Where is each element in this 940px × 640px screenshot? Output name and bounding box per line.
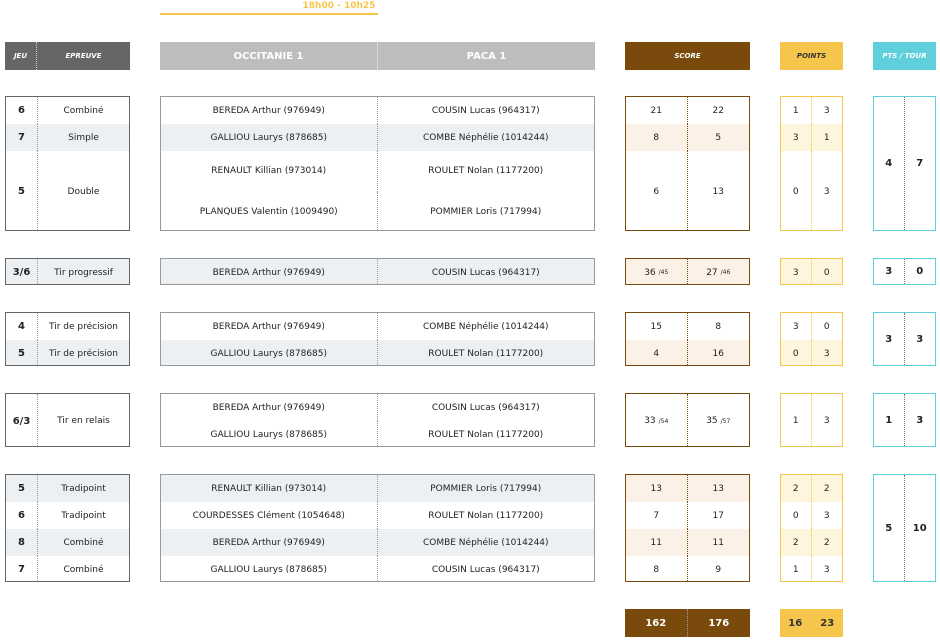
pts-tour-block: [873, 96, 936, 231]
score-team1: [626, 475, 688, 502]
score-row: [626, 529, 749, 556]
points-block: [780, 312, 843, 366]
points-team2: 3: [823, 510, 830, 521]
epreuve-label: Combiné: [63, 564, 104, 575]
players-block: [160, 96, 595, 231]
score-value: 6: [653, 186, 660, 197]
jeu-number: 5: [6, 151, 38, 231]
match-row: [6, 97, 129, 124]
score-value: 13: [650, 483, 662, 494]
points-team1: 1: [781, 394, 812, 447]
score-row: [626, 313, 749, 340]
jeu-number: 6: [6, 502, 38, 529]
score-value: 13: [712, 186, 724, 197]
player-team2: COUSIN Lucas (964317): [431, 267, 540, 278]
match-row: [6, 151, 129, 231]
score-row: [626, 124, 749, 151]
points-team2: 3: [823, 186, 830, 197]
score-value: 5: [715, 132, 722, 143]
score-value: 11: [650, 537, 662, 548]
player-team2: ROULET Nolan (1177200): [428, 510, 544, 521]
player-team1: BEREDA Arthur (976949): [161, 97, 378, 124]
pts-tour-block: [873, 312, 936, 366]
pts-tour-team2: 3: [916, 333, 924, 345]
score-value: 11: [712, 537, 724, 548]
pts-tour-team1: 5: [874, 475, 905, 581]
score-value: 17: [712, 510, 724, 521]
jeu-number: 7: [6, 556, 38, 582]
points-team1: 1: [781, 556, 812, 582]
pts-tour-team2: 10: [912, 522, 927, 534]
score-value: 9: [715, 564, 722, 575]
header-jeu: JEU: [5, 42, 37, 70]
points-team1: 2: [781, 475, 812, 502]
pts-tour-block: [873, 474, 936, 582]
score-team2: [688, 556, 750, 582]
player-team1: BEREDA Arthur (976949): [161, 313, 378, 340]
score-value: 36: [644, 267, 656, 278]
score-value: 8: [715, 321, 722, 332]
jeu-number: 4: [6, 313, 38, 340]
score-value: 15: [650, 321, 662, 332]
jeu-number: 8: [6, 529, 38, 556]
score-team2: [688, 475, 750, 502]
player-team2: ROULET Nolan (1177200): [428, 348, 544, 359]
epreuve-label: Combiné: [63, 537, 104, 548]
points-team1: 3: [781, 124, 812, 151]
epreuve-label: Tradipoint: [61, 483, 106, 494]
player-team1: RENAULT Killian (973014): [161, 151, 378, 192]
players-block: [160, 474, 595, 582]
total-points-team1: 16: [780, 609, 812, 637]
points-team1: 3: [781, 313, 812, 340]
score-row: [626, 475, 749, 502]
jeu-epreuve-block: [5, 312, 130, 366]
score-max: /57: [720, 417, 731, 425]
jeu-epreuve-block: [5, 258, 130, 285]
epreuve-label: Tir en relais: [57, 416, 110, 426]
score-team1: [626, 340, 688, 366]
score-team2: [688, 502, 750, 529]
player-row: [161, 475, 594, 502]
jeu-number: 6: [6, 97, 38, 124]
player-team1: BEREDA Arthur (976949): [161, 259, 378, 285]
player-team1: GALLIOU Laurys (878685): [161, 340, 378, 366]
epreuve-label: Tir de précision: [49, 348, 118, 359]
pts-tour-team1: 3: [874, 313, 905, 365]
score-value: 16: [712, 348, 724, 359]
points-team2: 2: [823, 537, 830, 548]
score-value: 21: [650, 105, 662, 116]
score-value: 8: [653, 564, 660, 575]
player-row: [161, 394, 594, 421]
match-row: [6, 124, 129, 151]
points-team1: 0: [781, 340, 812, 366]
score-value: 22: [712, 105, 724, 116]
jeu-number: 5: [6, 475, 38, 502]
score-value: 35: [706, 416, 718, 426]
points-row: [781, 502, 842, 529]
player-row: [161, 97, 594, 124]
score-team2: [688, 124, 750, 151]
total-score-team1: 162: [625, 609, 688, 637]
points-team1: 2: [781, 529, 812, 556]
points-team2: 0: [823, 267, 830, 278]
player-team2: POMMIER Loris (717994): [430, 206, 542, 217]
points-row: [781, 97, 842, 124]
score-team1: [626, 259, 688, 285]
points-row: [781, 556, 842, 582]
points-team2: 3: [823, 348, 830, 359]
score-max: /46: [720, 269, 731, 276]
player-team2: COMBE Néphélie (1014244): [422, 132, 549, 143]
epreuve-label: Combiné: [63, 105, 104, 116]
points-row: [781, 340, 842, 366]
points-team2: 3: [823, 416, 830, 426]
player-row: [161, 313, 594, 340]
points-team2: 3: [823, 564, 830, 575]
total-score: [625, 609, 750, 637]
player-team1: PLANQUES Valentin (1009490): [161, 192, 378, 232]
score-row: [626, 556, 749, 582]
players-block: [160, 312, 595, 366]
points-row: [781, 529, 842, 556]
jeu-number: 5: [6, 340, 38, 366]
match-row: [6, 529, 129, 556]
epreuve-label: Double: [67, 186, 100, 197]
jeu-epreuve-block: [5, 393, 130, 447]
total-score-team2: 176: [708, 617, 730, 629]
header-epreuve: EPREUVE: [37, 42, 130, 70]
points-block: [780, 258, 843, 285]
total-points: [780, 609, 843, 637]
score-value: 4: [653, 348, 660, 359]
match-row: [6, 313, 129, 340]
score-block: [625, 258, 750, 285]
player-team1: COURDESSES Clément (1054648): [161, 502, 378, 529]
player-row: [161, 340, 594, 366]
score-row: [626, 151, 749, 231]
pts-tour-team1: 4: [874, 97, 905, 230]
points-team2: 2: [823, 483, 830, 494]
player-team2: COUSIN Lucas (964317): [431, 564, 540, 575]
score-team1: [626, 529, 688, 556]
epreuve-label: Simple: [68, 132, 99, 143]
score-team1: [626, 502, 688, 529]
score-max: /45: [658, 269, 669, 276]
points-row: [781, 124, 842, 151]
points-row: [781, 313, 842, 340]
match-row: [6, 475, 129, 502]
score-team2: [688, 340, 750, 366]
score-block: [625, 474, 750, 582]
player-row: [161, 259, 594, 285]
score-row: [626, 340, 749, 366]
score-team2: [688, 259, 750, 285]
player-team1: RENAULT Killian (973014): [161, 475, 378, 502]
score-block: [625, 312, 750, 366]
score-team1: [626, 313, 688, 340]
score-team2: [688, 313, 750, 340]
player-row: [161, 421, 594, 447]
header-score: SCORE: [625, 42, 750, 70]
points-team2: 1: [823, 132, 830, 143]
players-block: [160, 393, 595, 447]
points-row: [781, 151, 842, 231]
player-team2: COUSIN Lucas (964317): [431, 105, 540, 116]
pts-tour-team2: 7: [916, 158, 924, 169]
player-row: [161, 502, 594, 529]
epreuve-label: Tir de précision: [49, 321, 118, 332]
player-team1: GALLIOU Laurys (878685): [161, 421, 378, 447]
player-team2: COUSIN Lucas (964317): [431, 402, 540, 413]
player-team2: COMBE Néphélie (1014244): [422, 321, 549, 332]
pts-tour-team2: 3: [916, 414, 924, 426]
match-row: [6, 340, 129, 366]
score-value: 8: [653, 132, 660, 143]
time-slot-underline: [160, 13, 378, 15]
points-block: [780, 474, 843, 582]
pts-tour-block: [873, 393, 936, 447]
score-value: 33: [644, 416, 656, 426]
points-row: [781, 259, 842, 285]
pts-tour-team1: 1: [874, 394, 905, 446]
score-value: 13: [712, 483, 724, 494]
points-team1: 0: [781, 151, 812, 231]
score-value: 7: [653, 510, 660, 521]
score-team1: [626, 556, 688, 582]
player-team1: BEREDA Arthur (976949): [161, 529, 378, 556]
jeu-number: 7: [6, 124, 38, 151]
player-team2: POMMIER Loris (717994): [430, 483, 542, 494]
score-team1: [626, 97, 688, 124]
score-row: [626, 259, 749, 285]
header-points: POINTS: [780, 42, 843, 70]
score-team2: [688, 151, 750, 231]
score-row: [626, 394, 749, 447]
points-team2: 0: [823, 321, 830, 332]
score-team2: [688, 394, 750, 447]
time-slot: 18h00 - 10h25: [302, 1, 376, 11]
match-row: [6, 556, 129, 582]
match-row: [6, 502, 129, 529]
match-row: [6, 259, 129, 285]
player-row: [161, 151, 594, 192]
header-pts-tour: PTS / TOUR: [873, 42, 936, 70]
score-team2: [688, 529, 750, 556]
jeu-epreuve-block: [5, 474, 130, 582]
player-team2: COMBE Néphélie (1014244): [422, 537, 549, 548]
points-block: [780, 393, 843, 447]
points-row: [781, 475, 842, 502]
points-team1: 0: [781, 502, 812, 529]
player-team1: GALLIOU Laurys (878685): [161, 124, 378, 151]
pts-tour-team1: 3: [874, 259, 905, 284]
jeu-epreuve-block: [5, 96, 130, 231]
match-row: [6, 394, 129, 447]
score-value: 27: [706, 267, 718, 278]
score-team2: [688, 97, 750, 124]
header-team2: PACA 1: [378, 42, 595, 70]
score-team1: [626, 394, 688, 447]
player-row: [161, 192, 594, 232]
jeu-number: 6/3: [6, 394, 38, 447]
score-row: [626, 97, 749, 124]
epreuve-label: Tradipoint: [61, 510, 106, 521]
score-team1: [626, 151, 688, 231]
score-row: [626, 502, 749, 529]
header-team1: OCCITANIE 1: [160, 42, 378, 70]
points-team1: 1: [781, 97, 812, 124]
players-block: [160, 258, 595, 285]
points-row: [781, 394, 842, 447]
total-points-team2: 23: [820, 617, 835, 629]
player-team1: GALLIOU Laurys (878685): [161, 556, 378, 582]
score-team1: [626, 124, 688, 151]
pts-tour-team2: 0: [916, 266, 924, 277]
score-block: [625, 96, 750, 231]
points-team2: 3: [823, 105, 830, 116]
player-row: [161, 529, 594, 556]
epreuve-label: Tir progressif: [54, 267, 113, 278]
score-block: [625, 393, 750, 447]
score-max: /54: [658, 417, 669, 425]
points-team1: 3: [781, 259, 812, 285]
player-team1: BEREDA Arthur (976949): [161, 394, 378, 421]
player-row: [161, 124, 594, 151]
player-row: [161, 556, 594, 582]
jeu-number: 3/6: [6, 259, 38, 285]
points-block: [780, 96, 843, 231]
pts-tour-block: [873, 258, 936, 285]
player-team2: ROULET Nolan (1177200): [428, 166, 544, 177]
player-team2: ROULET Nolan (1177200): [428, 429, 544, 440]
